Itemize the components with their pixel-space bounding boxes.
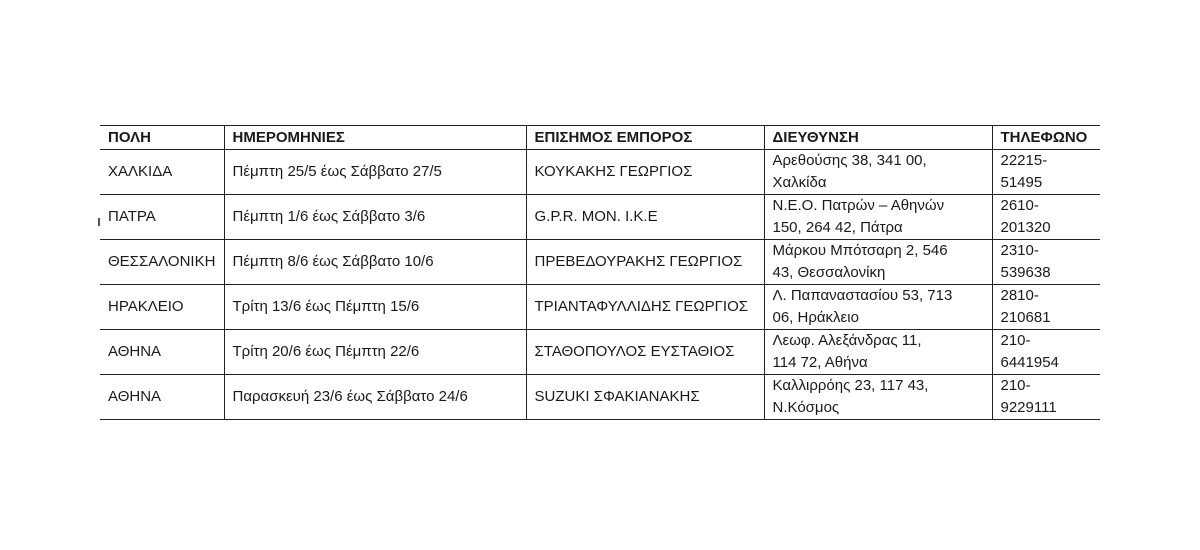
city-cell: ΧΑΛΚΙΔΑ <box>100 150 224 195</box>
address-line: Καλλιρρόης 23, 117 43, <box>772 377 929 394</box>
phone-line: 2810- <box>1000 287 1039 304</box>
dealer-cell: ΤΡΙΑΝΤΑΦΥΛΛΙΔΗΣ ΓΕΩΡΓΙΟΣ <box>526 285 764 330</box>
table-row <box>100 285 1100 330</box>
phone-line: 6441954 <box>1000 354 1059 371</box>
phone-line: 9229111 <box>1000 399 1057 416</box>
table-header <box>100 126 1100 150</box>
phone-line: 210681 <box>1000 309 1051 326</box>
dates-cell: Τρίτη 13/6 έως Πέμπτη 15/6 <box>224 285 526 330</box>
header-row <box>100 126 1100 150</box>
dates-cell: Πέμπτη 25/5 έως Σάββατο 27/5 <box>224 150 526 195</box>
dates-cell: Πέμπτη 8/6 έως Σάββατο 10/6 <box>224 240 526 285</box>
address-line: Μάρκου Μπότσαρη 2, 546 <box>772 242 948 259</box>
dealer-cell: ΣΤΑΘΟΠΟΥΛΟΣ ΕΥΣΤΑΘΙΟΣ <box>526 330 764 375</box>
phone-line: 22215- <box>1000 152 1048 169</box>
table-row <box>100 150 1100 195</box>
dealer-cell: SUZUKI ΣΦΑΚΙΑΝΑΚΗΣ <box>526 375 764 420</box>
phone-line: 210- <box>1000 332 1031 349</box>
address-cell <box>764 375 992 420</box>
city-cell: ΘΕΣΣΑΛΟΝΙΚΗ <box>100 240 224 285</box>
dates-cell: Παρασκευή 23/6 έως Σάββατο 24/6 <box>224 375 526 420</box>
table-row <box>100 240 1100 285</box>
header-phone: ΤΗΛΕΦΩΝΟ <box>992 126 1100 150</box>
phone-line: 2310- <box>1000 242 1039 259</box>
header-city: ΠΟΛΗ <box>100 126 224 150</box>
table-row <box>100 330 1100 375</box>
phone-cell <box>992 240 1100 285</box>
address-line: Αρεθούσης 38, 341 00, <box>772 152 927 169</box>
dates-cell: Πέμπτη 1/6 έως Σάββατο 3/6 <box>224 195 526 240</box>
phone-line: 210- <box>1000 377 1031 394</box>
phone-cell <box>992 150 1100 195</box>
dealer-schedule-table <box>100 125 1100 420</box>
table-body <box>100 150 1100 420</box>
dealer-cell: ΚΟΥΚΑΚΗΣ ΓΕΩΡΓΙΟΣ <box>526 150 764 195</box>
address-cell <box>764 195 992 240</box>
phone-line: 539638 <box>1000 264 1051 281</box>
address-cell <box>764 330 992 375</box>
address-line: 06, Ηράκλειο <box>772 309 859 326</box>
phone-line: 2610- <box>1000 197 1039 214</box>
phone-cell <box>992 285 1100 330</box>
address-line: Λεωφ. Αλεξάνδρας 11, <box>772 332 922 349</box>
address-cell <box>764 285 992 330</box>
table-row <box>100 375 1100 420</box>
address-line: 43, Θεσσαλονίκη <box>772 264 886 281</box>
phone-cell <box>992 195 1100 240</box>
address-line: Ν.Ε.Ο. Πατρών – Αθηνών <box>772 197 945 214</box>
address-line: 114 72, Αθήνα <box>772 354 868 371</box>
header-dates: ΗΜΕΡΟΜΗΝΙΕΣ <box>224 126 526 150</box>
address-line: 150, 264 42, Πάτρα <box>772 219 903 236</box>
phone-cell <box>992 375 1100 420</box>
phone-line: 201320 <box>1000 219 1051 236</box>
city-cell: ΠΑΤΡΑ <box>100 195 224 240</box>
city-cell: ΑΘΗΝΑ <box>100 330 224 375</box>
city-cell: ΗΡΑΚΛΕΙΟ <box>100 285 224 330</box>
address-cell <box>764 150 992 195</box>
address-line: Ν.Κόσμος <box>772 399 840 416</box>
header-address: ΔΙΕΥΘΥΝΣΗ <box>764 126 992 150</box>
header-dealer: ΕΠΙΣΗΜΟΣ ΕΜΠΟΡΟΣ <box>526 126 764 150</box>
phone-cell <box>992 330 1100 375</box>
address-line: Λ. Παπαναστασίου 53, 713 <box>772 287 953 304</box>
dealer-cell: ΠΡΕΒΕΔΟΥΡΑΚΗΣ ΓΕΩΡΓΙΟΣ <box>526 240 764 285</box>
table-row <box>100 195 1100 240</box>
dates-cell: Τρίτη 20/6 έως Πέμπτη 22/6 <box>224 330 526 375</box>
city-cell: ΑΘΗΝΑ <box>100 375 224 420</box>
address-cell <box>764 240 992 285</box>
phone-line: 51495 <box>1000 174 1043 191</box>
address-line: Χαλκίδα <box>772 174 827 191</box>
dealer-cell: G.P.R. MON. I.K.E <box>526 195 764 240</box>
